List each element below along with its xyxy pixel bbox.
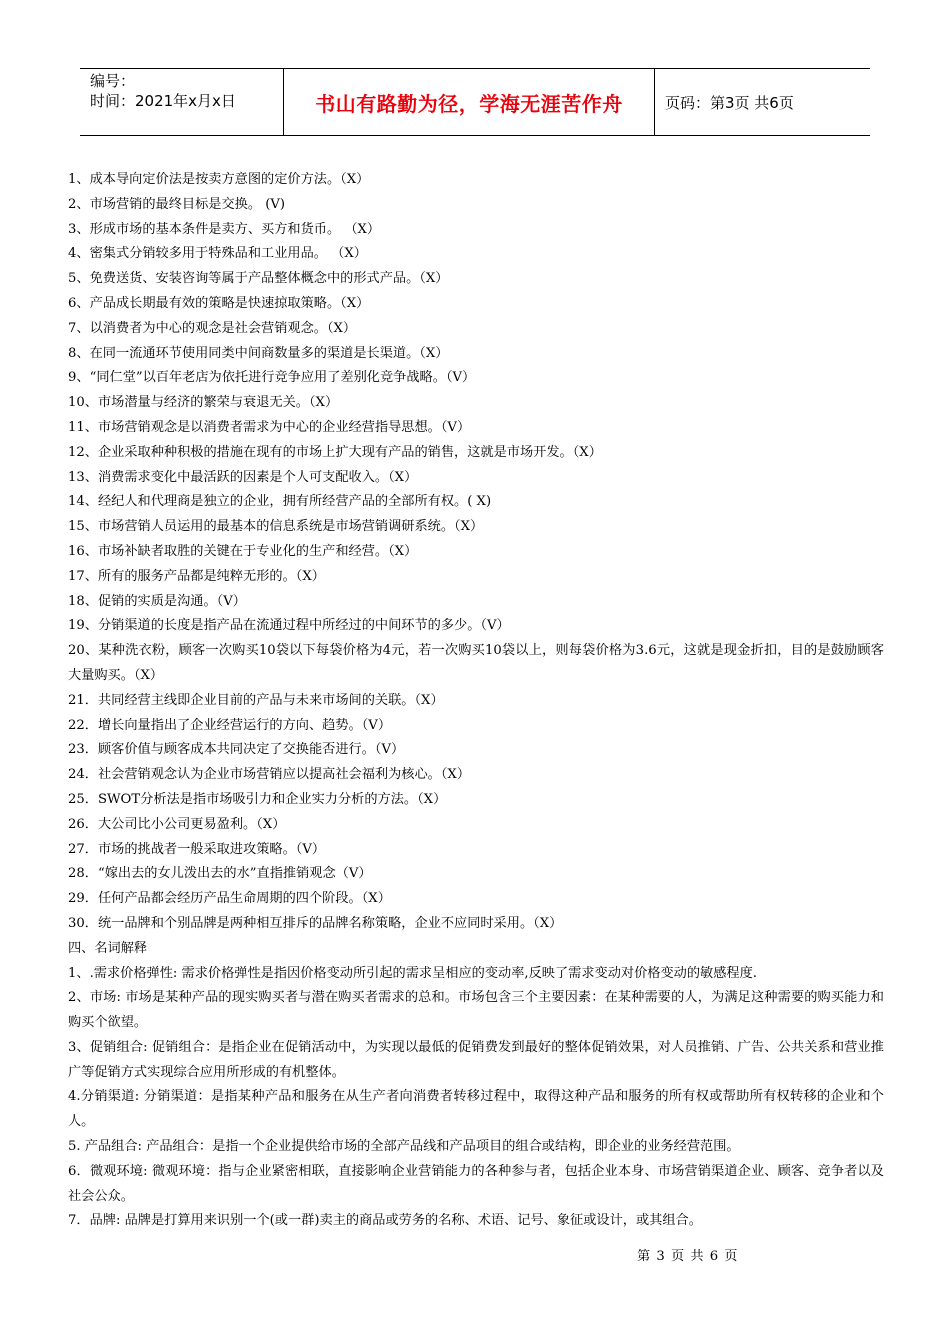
definition-item: 2、市场: 市场是某种产品的现实购买者与潜在购买者需求的总和。市场包含三个主要因素：在某种需要的人，为满足这种需要的购买能力和购买个欲望。 <box>68 990 884 1031</box>
tf-item: 2、市场营销的最终目标是交换。 (V) <box>68 196 286 212</box>
definition-item: 1、.需求价格弹性: 需求价格弹性是指因价格变动所引起的需求呈相应的变动率,反映了需求变动对价格变动的敏感程度. <box>68 965 757 981</box>
tf-item: 19、分销渠道的长度是指产品在流通过程中所经过的中间环节的多少。（V） <box>68 618 510 634</box>
header-motto: 书山有路勤为径，学海无涯苦作舟 <box>283 69 655 135</box>
tf-item: 10、市场潜量与经济的繁荣与衰退无关。（X） <box>68 395 339 411</box>
tf-item: 21．共同经营主线即企业目前的产品与未来市场间的关联。（X） <box>68 692 444 708</box>
tf-item: 13、消费需求变化中最活跃的因素是个人可支配收入。（X） <box>68 469 418 485</box>
tf-item: 25．SWOT分析法是指市场吸引力和企业实力分析的方法。（X） <box>68 791 447 807</box>
document-body <box>68 168 884 1234</box>
tf-item: 17、所有的服务产品都是纯粹无形的。（X） <box>68 568 325 584</box>
header-page-code: 页码：第3页 共6页 <box>665 93 794 112</box>
tf-item: 22．增长向量指出了企业经营运行的方向、趋势。（V） <box>68 717 392 733</box>
tf-item: 26．大公司比小公司更易盈利。（X） <box>68 816 286 832</box>
tf-item: 8、在同一流通环节使用同类中间商数量多的渠道是长渠道。（X） <box>68 345 449 361</box>
tf-item: 7、以消费者为中心的观念是社会营销观念。（X） <box>68 320 357 336</box>
tf-item: 12、企业采取种种积极的措施在现有的市场上扩大现有产品的销售，这就是市场开发。（X） <box>68 444 602 460</box>
tf-item: 3、形成市场的基本条件是卖方、买方和货币。 （X） <box>68 221 381 237</box>
tf-item: 18、促销的实质是沟通。（V） <box>68 593 246 609</box>
tf-item: 15、市场营销人员运用的最基本的信息系统是市场营销调研系统。（X） <box>68 519 484 535</box>
definition-item: 7．品牌: 品牌是打算用来识别一个(或一群)卖主的商品或劳务的名称、术语、记号、象征或设计，或其组合。 <box>68 1213 702 1229</box>
header-left <box>80 69 283 135</box>
tf-item: 5、免费送货、安装咨询等属于产品整体概念中的形式产品。（X） <box>68 271 449 287</box>
definition-item: 5. 产品组合: 产品组合：是指一个企业提供给市场的全部产品线和产品项目的组合或结构，即企业的业务经营范围。 <box>68 1139 740 1155</box>
definition-item: 6．微观环境: 微观环境：指与企业紧密相联，直接影响企业营销能力的各种参与者，包括企业本身、市场营销渠道企业、顾客、竞争者以及社会公众。 <box>68 1163 884 1204</box>
tf-item: 27．市场的挑战者一般采取进攻策略。（V） <box>68 841 326 857</box>
page-header <box>80 68 870 136</box>
tf-item: 4、密集式分销较多用于特殊品和工业用品。 （X） <box>68 246 367 262</box>
section-title: 四、名词解释 <box>68 940 148 956</box>
tf-item: 20、某种洗衣粉，顾客一次购买10袋以下每袋价格为4元，若一次购买10袋以上，则每袋价格为3.6元，这就是现金折扣，目的是鼓励顾客大量购买。（X） <box>68 643 884 683</box>
tf-item: 24．社会营销观念认为企业市场营销应以提高社会福利为核心。（X） <box>68 767 471 783</box>
tf-item: 16、市场补缺者取胜的关键在于专业化的生产和经营。（X） <box>68 543 418 559</box>
tf-item: 28．“嫁出去的女儿泼出去的水”直指推销观念（V） <box>68 866 372 882</box>
tf-item: 6、产品成长期最有效的策略是快速掠取策略。（X） <box>68 295 370 311</box>
tf-item: 1、成本导向定价法是按卖方意图的定价方法。（X） <box>68 172 370 187</box>
definition-item: 4.分销渠道: 分销渠道：是指某种产品和服务在从生产者向消费者转移过程中，取得这种产品和服务的所有权或帮助所有权转移的企业和个人。 <box>68 1089 884 1130</box>
tf-item: 11、市场营销观念是以消费者需求为中心的企业经营指导思想。（V） <box>68 419 471 435</box>
time-label: 时间：2021年x月x日 <box>90 92 236 110</box>
definition-item: 3、促销组合: 促销组合：是指企业在促销活动中，为实现以最低的促销费发到最好的整体促销效果，对人员推销、广告、公共关系和营业推广等促销方式实现综合应用所形成的有机整体。 <box>68 1039 884 1080</box>
tf-item: 9、“同仁堂”以百年老店为依托进行竞争应用了差别化竞争战略。（V） <box>68 370 476 386</box>
tf-item: 23．顾客价值与顾客成本共同决定了交换能否进行。（V） <box>68 742 405 758</box>
tf-item: 14、经纪人和代理商是独立的企业，拥有所经营产品的全部所有权。( X) <box>68 494 492 510</box>
tf-item: 29．任何产品都会经历产品生命周期的四个阶段。（X） <box>68 891 391 907</box>
tf-item: 30．统一品牌和个别品牌是两种相互排斥的品牌名称策略，企业不应同时采用。（X） <box>68 915 563 931</box>
number-label: 编号： <box>90 72 136 90</box>
page-footer: 第 3 页 共 6 页 <box>637 1249 739 1264</box>
